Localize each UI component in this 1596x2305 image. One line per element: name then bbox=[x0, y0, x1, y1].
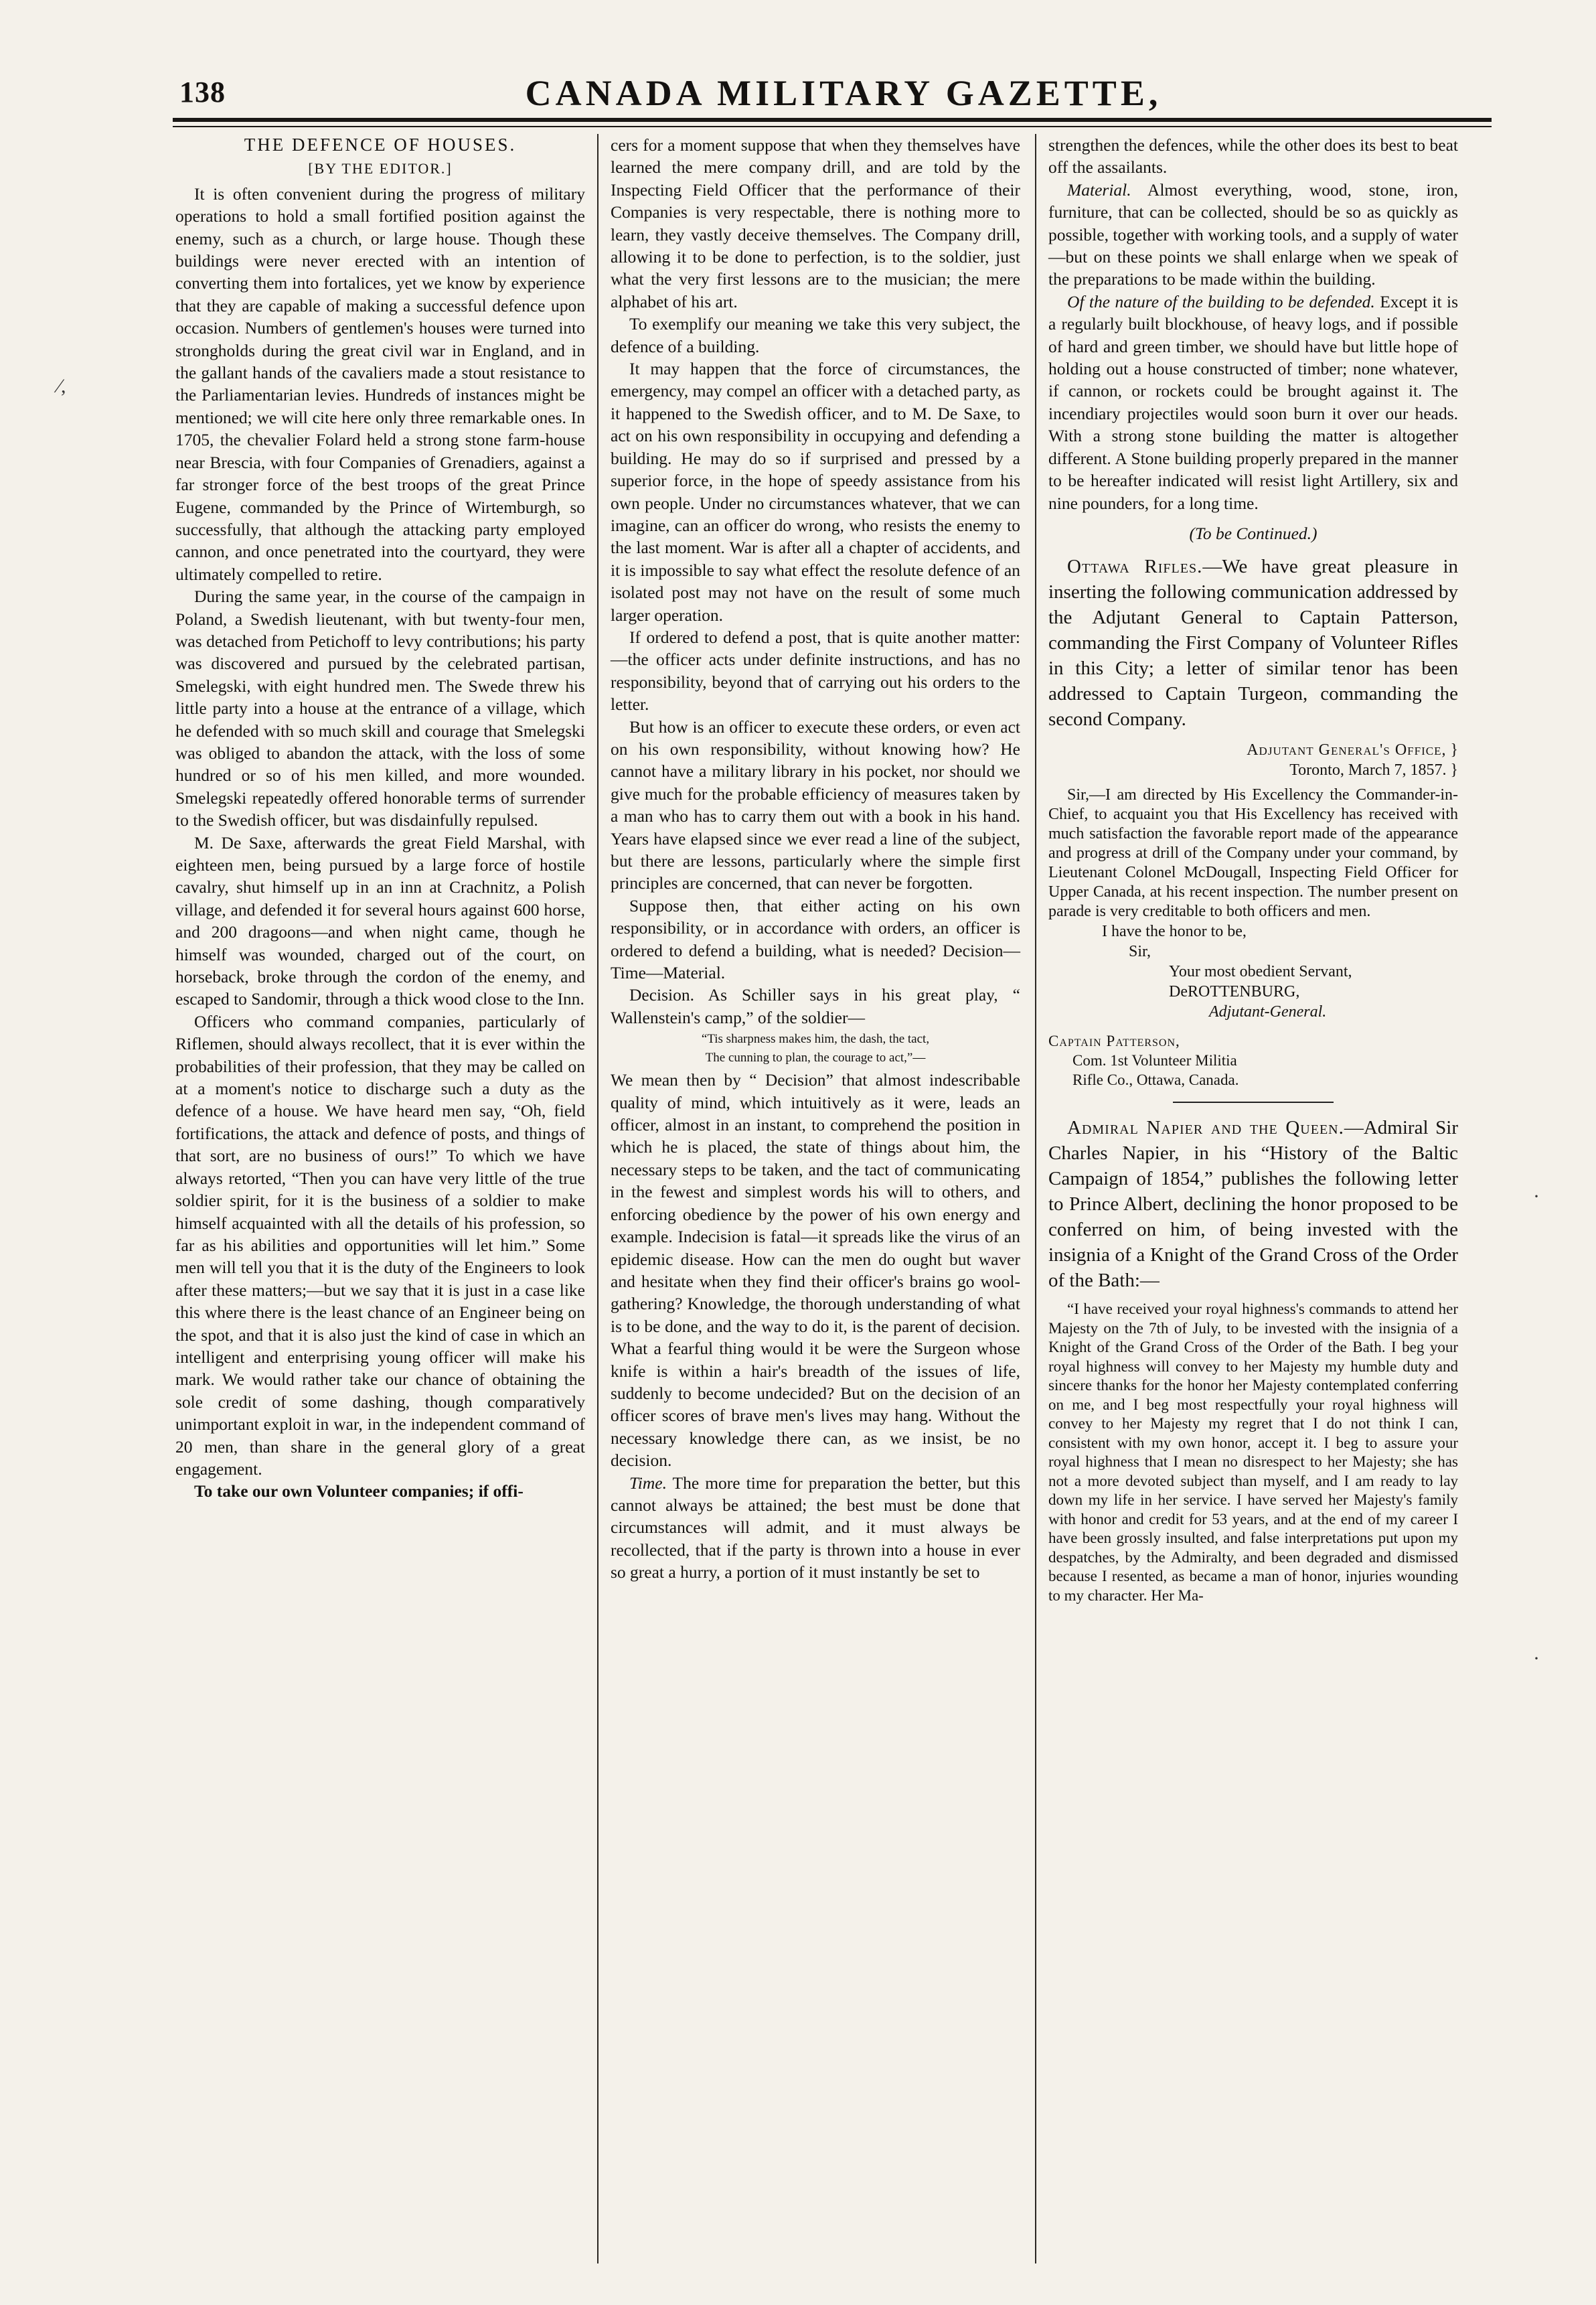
letter-office: Adjutant General's Office, } Toronto, March 7, 1857. } bbox=[1247, 741, 1458, 779]
column-1 bbox=[175, 134, 585, 1503]
address-name: Captain Patterson, bbox=[1048, 1033, 1180, 1050]
paragraph: If ordered to defend a post, that is quite another matter:—the officer acts under definite instructions, and has no responsibility, beyond that of carrying out his orders to the letter. bbox=[611, 627, 1020, 715]
paragraph bbox=[1048, 554, 1458, 732]
paragraph: We mean then by “ Decision” that almost indescribable quality of mind, which intuitively as it were, leads an officer, almost in an instant, to comprehend the position in which he is placed, the state of things about him, the necessary steps to be taken, and the tact of communicating in the fewest and simplest words his will to others, and enforcing obedience by the power of his own energy and example. Indecision is fatal—it spreads like the virus of an epidemic disease. How can the men do ought but waver and hesitate when they find their officer's brains go wool-gathering? Knowledge, the thorough understanding of what is to be done, and the way to do it, is the parent of decision. What a fearful thing would it be were the Surgeon whose knife is within a hair's breadth of the issues of life, suddenly to become undecided? But on the decision of an officer scores of brave men's lives may hang. Without the necessary knowledge there can, as we insist, be no decision. bbox=[611, 1070, 1020, 1471]
paragraph: M. De Saxe, afterwards the great Field Marshal, with eighteen men, being pursued by a large force of hostile cavalry, shut himself up in an inn at Crachnitz, a Polish village, and defended it for several hours against 600 horse, and 200 dragoons—and when night came, though he himself was wounded, charged out of the court, on horseback, broke through the cordon of the enemy, and escaped to Sandomir, through a thick wood close to the Inn. bbox=[175, 832, 585, 1009]
paragraph: Suppose then, that either acting on his own responsibility, or in accordance with orders, an officer is ordered to defend a building, what is needed? Decision—Time—Material. bbox=[611, 895, 1020, 983]
run-in-heading: Ottawa Rifles. bbox=[1067, 556, 1203, 578]
paragraph: Officers who command companies, particularly of Riflemen, should always recollect, that it is ever within the probabilities of their profession, that they may be called on at a moment's notice to discharge such a duty as the defence of a house. We have heard men say, “Oh, field fortifications, the attack and defence of posts, and things of that sort, are no business of ours!” To which we have always retorted, “Then you can have very little of the true soldier spirit, for it is the business of a soldier to make himself acquainted with all the details of his profession, so far as his abilities and opportunities will let him.” Some men will tell you that it is the duty of the Engineers to look after these matters;—but we say that it is just in a case like this where there is the least chance of an Engineer being on the spot, and that it is also just the kind of case in which an intelligent and enterprising young officer will make his mark. We would rather take our chance of obtaining the sole credit of some dashing, though comparatively unimportant exploit in war, in the independent command of 20 men, than share in the general glory of a great engagement. bbox=[175, 1011, 585, 1479]
masthead-title: CANADA MILITARY GAZETTE, bbox=[525, 73, 1162, 113]
run-in-heading: Admiral Napier and the Queen. bbox=[1067, 1117, 1344, 1139]
column-divider bbox=[597, 134, 598, 2263]
verse-line: “Tis sharpness makes him, the dash, the tact, bbox=[701, 1032, 930, 1047]
signature-title: Adjutant-General. bbox=[1209, 1003, 1327, 1021]
paragraph: strengthen the defences, while the other does its best to beat off the assailants. bbox=[1048, 135, 1458, 177]
quoted-letter: “I have received your royal highness's commands to attend her Majesty on the 7th of July, to be invested with the insignia of a Knight of the Grand Cross of the Order of the Bath. I beg your royal highness will convey to her Majesty my humble duty and sincere thanks for the honor her Majesty contemplated conferring on me, and I beg most respectfully your royal highness will convey to her Majesty my regret that I do not think I can, consistent with my own honor, accept it. I beg to assure your royal highness that I mean no disrespect to her Majesty; she has not a more devoted subject than myself, and I am ready to lay down my life in her service. I have served her Majesty's family with honor and credit for 53 years, and at the end of my career I have been grossly insulted, and false interpretations put upon my despatches, by the Admiralty, and been degraded and dismissed because I resented, as became a man of honor, injuries wounding to my character. Her Ma- bbox=[1048, 1300, 1458, 1604]
paragraph-text: —Admiral Sir Charles Napier, in his “History of the Baltic Campaign of 1854,” publishes the following letter to Prince Albert, declining the honor proposed to be conferred on him, of being invested with the insignia of a Knight of the Grand Cross of the Order of the Bath:— bbox=[1048, 1117, 1458, 1292]
paragraph bbox=[611, 1472, 1020, 1584]
divider bbox=[1173, 1102, 1334, 1103]
paragraph: cers for a moment suppose that when they themselves have learned the mere company drill, and are told by the Inspecting Field Officer that the performance of their Companies is very respectable, there is nothing more to learn, they vastly deceive themselves. The Company drill, allowing it to be done to perfection, is to the soldier, just what the very first lessons are to the musician; the mere alphabet of his art. bbox=[611, 135, 1020, 311]
verse-line: The cunning to plan, the courage to act,”— bbox=[705, 1051, 926, 1065]
address-line bbox=[1048, 1031, 1458, 1051]
column-divider bbox=[1035, 134, 1036, 2263]
margin-mark: · bbox=[1533, 1185, 1540, 1207]
date-line: Toronto, March 7, 1857. bbox=[1289, 761, 1447, 779]
signature-line: I have the honor to be, bbox=[1102, 923, 1247, 941]
paragraph-text: The more time for preparation the better, but this cannot always be attained; the best must be done that circumstances will admit, and it must always be recollected, that if the party is thrown into a house in ever so great a hurry, a portion of it must instantly be set to bbox=[611, 1473, 1020, 1582]
paragraph-text: —We have great pleasure in inserting the following communication addressed by the Adjutant General to Captain Patterson, commanding the First Company of Volunteer Rifles in this City; a letter of similar tenor has been addressed to Captain Turgeon, commanding the second Company. bbox=[1048, 556, 1459, 731]
address-line: Rifle Co., Ottawa, Canada. bbox=[1072, 1071, 1239, 1089]
signature-line: Sir, bbox=[1129, 943, 1151, 961]
paragraph: During the same year, in the course of the campaign in Poland, a Swedish lieutenant, with but twenty-four men, was detached from Petichoff to levy contributions; his party was discovered and pursued by the celebrated partisan, Smelegski, with eight hundred men. The Swede threw his little party into a house at the entrance of a village, which he defended with so much skill and courage that Smelegski was obliged to abandon the attack, with the loss of some hundred or so of his men killed, and more wounded. Smelegski repeatedly offered honorable terms of surrender to the Swedish officer, but was disdainfully repulsed. bbox=[175, 587, 585, 830]
paragraph bbox=[1048, 291, 1458, 514]
signature-line: Your most obedient Servant, bbox=[1169, 963, 1352, 981]
letter-body: Sir,—I am directed by His Excellency the Commander-in-Chief, to acquaint you that His Excellency has received with much satisfaction the favorable report made of the appearance and progress at drill of the Company under your command, by Lieutenant Colonel McDougall, Inspecting Field Officer for Upper Canada, at his recent inspection. The number present on parade is very creditable to both officers and men. bbox=[1048, 786, 1458, 921]
address-line: Com. 1st Volunteer Militia bbox=[1072, 1052, 1237, 1069]
column-3 bbox=[1048, 134, 1458, 1605]
run-in-heading: Time. bbox=[629, 1473, 667, 1493]
paragraph: But how is an officer to execute these orders, or even act on his own responsibility, without knowing how? He cannot have a military library in his pocket, nor should we give much for the probable efficiency of measures taken by a man who has to carry them out with a book in his hand. Years have elapsed since we ever read a line of the subject, but there are lessons, particularly where the simple first principles are concerned, that can never be forgotten. bbox=[611, 717, 1020, 893]
paragraph bbox=[1048, 1115, 1458, 1293]
margin-mark: ⁄, bbox=[58, 375, 66, 397]
paragraph: To exemplify our meaning we take this very subject, the defence of a building. bbox=[611, 314, 1020, 356]
paragraph: Decision. As Schiller says in his great play, “ Wallenstein's camp,” of the soldier— bbox=[611, 985, 1020, 1027]
run-in-heading: Material. bbox=[1067, 179, 1131, 200]
paragraph: It may happen that the force of circumstances, the emergency, may compel an officer with a detached party, as it happened to the Swedish officer, and to M. De Saxe, to act on his own responsibility in occupying and defending a building. He may do so if surprised and pressed by a superior force, in the hope of speedy assistance from his own people. Under no circumstances whatever, that we can imagine, can an officer do wrong, who resists the enemy to the last moment. War is after all a chapter of accidents, and it is impossible to say what effect the resolute defence of an isolated post may not have on the result of some much larger operation. bbox=[611, 359, 1020, 625]
header-rule bbox=[173, 118, 1492, 127]
office-line: Adjutant General's Office, bbox=[1247, 741, 1447, 759]
page-number: 138 bbox=[179, 76, 226, 108]
signature-name: DeROTTENBURG, bbox=[1169, 983, 1300, 1001]
article-byline: [BY THE EDITOR.] bbox=[308, 160, 453, 177]
margin-mark: · bbox=[1533, 1647, 1540, 1669]
column-2 bbox=[611, 134, 1020, 1584]
paragraph bbox=[1048, 179, 1458, 291]
paragraph: To take our own Volunteer companies; if offi- bbox=[194, 1481, 524, 1501]
paragraph-text: Almost everything, wood, stone, iron, furniture, that can be collected, should be so as quickly as possible, together with working tools, and a supply of water—but on these points we shall enlarge when we speak of the preparations to be made within the building. bbox=[1048, 179, 1458, 289]
article-heading: THE DEFENCE OF HOUSES. bbox=[244, 135, 517, 155]
continued-note: (To be Continued.) bbox=[1189, 523, 1318, 543]
paragraph-text: Except it is a regularly built blockhouse, of heavy logs, and if possible of hard and green timber, we should have but little hope of holding out a house constructed of timber; none whatever, if cannon, or rockets could be brought against it. The incendiary projectiles would soon burn it over our heads. With a strong stone building the matter is altogether different. A Stone building properly prepared in the manner to be hereafter indicated will resist light Artillery, six and nine pounders, for a long time. bbox=[1048, 291, 1458, 513]
run-in-heading: Of the nature of the building to be defended. bbox=[1067, 291, 1375, 311]
paragraph: It is often convenient during the progress of military operations to hold a small fortified position against the enemy, such as a church, or large house. Though these buildings were never erected with an intention of converting them into fortalices, yet we know by experience that they are capable of making a successful defence upon occasion. Numbers of gentlemen's houses were turned into strongholds during the great civil war in England, and in the gallant hands of the cavaliers made a stout resistance to the Parliamentarian levies. Hundreds of instances might be mentioned; we will cite here only three remarkable ones. In 1705, the chevalier Folard held a strong stone farm-house near Brescia, with four Companies of Grenadiers, against a far stronger force of the best troops of the great Prince Eugene, commanded by the Prince of Wirtemburgh, so successfully, that although the attacking party employed cannon, and once penetrated into the courtyard, they were ultimately compelled to retire. bbox=[175, 183, 585, 584]
